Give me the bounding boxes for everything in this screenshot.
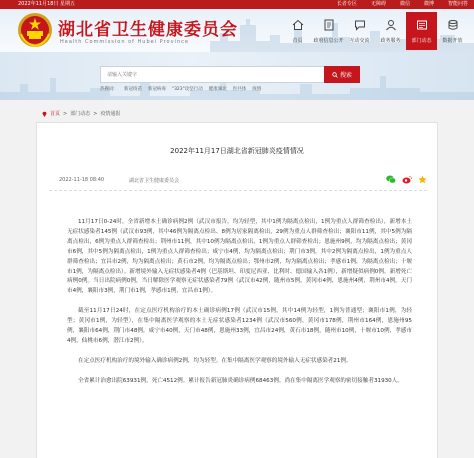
nav-dept-news[interactable] — [406, 12, 437, 50]
nav-label: 数据开放 — [442, 38, 463, 44]
article-body — [67, 218, 412, 397]
nav-open-data[interactable] — [437, 12, 468, 50]
hot-search-term[interactable]: 医共体 — [232, 87, 247, 92]
hot-search-term[interactable]: 健康湖北 — [208, 87, 227, 92]
national-emblem-icon — [17, 12, 53, 48]
nav-interaction[interactable] — [344, 12, 375, 50]
nav-service[interactable] — [375, 12, 406, 50]
site-subtitle: Health Commission of Hubei Province — [60, 39, 189, 45]
chat-icon — [354, 19, 366, 31]
publish-time: 2022-11-18 08:40 — [59, 177, 105, 183]
nav-label: 部门动态 — [411, 38, 432, 44]
hot-search-term[interactable]: 新冠病毒 — [148, 87, 166, 92]
smart-qa-link[interactable]: 智能问答 — [447, 1, 468, 7]
article-paragraph: 11月17日0-24时，全省新增本土确诊病例2例（武汉市报告，均为轻型，其中1例为隔离点检出，1例为重点人群筛查检出），新增本土无症状感染者145例（武汉市93例，其中46例为隔离点检出、8例为居家隔离检出，29例为重点人群筛查检出；襄阳市11例，其中5例为隔离点检出，6例为重点人群筛查检出；荆州市11例，其中10例为隔离点检出，1例为重点人群筛查检出；恩施州9例，均为隔离点检出；黄冈市6例，其中5例为隔离点检出，1例为重点人群筛查检出；咸宁市4例，均为隔离点检出；荆门市3例，其中2例为隔离点检出，1例为重点人群筛查检出；宜昌市2例，均为隔离点检出；黄石市2例，均为隔离点检出；鄂州市2例，均为隔离点检出；孝感市1例，为隔离点检出；十堰市1例，为隔离点检出）。新增境外输入无症状感染者4例（巴基斯坦、印度尼西亚、比利时、德国输入各1例），新增疑似病例0例。新增死亡病例0例。当日出院病例0例，当日解除医学观察无症状感染者79例（武汉市42例，随州市5例，黄冈市4例，恩施州4例，荆州市4例，天门市4例，襄阳市3例，荆门市1例，孝感市1例，宜昌市1例）。 — [67, 219, 412, 295]
elder-zone-link[interactable]: 长者专区 — [336, 1, 357, 7]
search-button-label: 搜索 — [339, 72, 352, 79]
search-button[interactable] — [324, 66, 360, 83]
breadcrumb-separator: > — [63, 110, 68, 117]
accessibility-link[interactable]: 无障碍 — [370, 1, 386, 7]
breadcrumb-dept-news[interactable]: 部门动态 — [70, 111, 91, 117]
location-icon — [42, 111, 47, 117]
breadcrumb-epidemic[interactable]: 疫情通报 — [100, 111, 121, 117]
nav-label: 首页 — [292, 38, 303, 44]
nav-label: 互动交流 — [349, 38, 370, 44]
hot-search-label: 热搜词： — [100, 87, 118, 92]
home-icon — [292, 19, 304, 31]
site-title[interactable]: 湖北省卫生健康委员会 — [58, 20, 238, 40]
document-icon — [323, 19, 335, 31]
breadcrumb-separator: > — [93, 110, 98, 117]
hot-search-term[interactable]: "323"攻坚行动 — [172, 87, 203, 92]
top-links — [337, 0, 468, 9]
article-meta — [49, 177, 427, 187]
search-box — [100, 66, 360, 83]
search-icon — [332, 72, 338, 78]
article-paragraph: 在定点医疗机构治疗的境外输入确诊病例2例，均为轻型。在集中隔离医学观察的境外输入无症状感染者21例。 — [78, 357, 352, 364]
hot-search-terms — [100, 86, 261, 92]
site-header — [0, 9, 474, 52]
hot-search-term[interactable]: 新冠疫苗 — [124, 87, 142, 92]
search-input[interactable] — [101, 67, 321, 82]
weibo-icon[interactable] — [402, 175, 412, 184]
wechat-link[interactable]: 微信 — [399, 1, 410, 7]
hot-search-term[interactable]: 疫情 — [252, 87, 262, 92]
meta-divider — [49, 190, 427, 191]
nav-gov-info[interactable] — [313, 12, 344, 50]
current-date: 2022年11月18日 星期五 — [18, 1, 76, 7]
data-icon — [447, 19, 459, 31]
article-paragraph: 全省累计治愈出院63931例，死亡4512例。累计报告新冠肺炎确诊病例68463例。尚在集中隔离医学观察的密切接触者31930人。 — [78, 377, 403, 384]
share-bar — [386, 175, 427, 184]
qzone-icon[interactable] — [418, 175, 427, 184]
wechat-icon[interactable] — [386, 175, 396, 184]
breadcrumb-home[interactable]: 首页 — [50, 111, 61, 117]
top-bar — [0, 0, 474, 9]
nav-label: 政府信息公开 — [313, 38, 344, 44]
article-title: 2022年11月17日湖北省新冠肺炎疫情情况 — [170, 147, 304, 155]
breadcrumb — [42, 110, 120, 117]
nav-home[interactable] — [282, 12, 313, 50]
news-icon — [416, 19, 428, 31]
search-banner — [0, 52, 474, 100]
article-paragraph: 截至11月17日24时，在定点医疗机构治疗的本土确诊病例17例（武汉市15例，其中14例为轻型，1例为普通型；襄阳市1例，为轻型；黄冈市1例，为轻型），在集中隔离医学观察的本土无症状感染者1234例（武汉市560例，黄冈市178例，荆州市164例，恩施州95例，襄阳市64例，荆门市48例，咸宁市40例，天门市48例，恩施州33例，宜昌市24例，黄石市18例，随州市10例，十堰市10例，孝感市4例，仙桃市6例，潜江市2例）。 — [67, 308, 412, 344]
article-panel — [36, 122, 438, 458]
weibo-link[interactable]: 微博 — [423, 1, 434, 7]
article-source: 湖北省卫生健康委员会 — [129, 178, 180, 184]
nav-label: 政务服务 — [380, 38, 401, 44]
service-icon — [385, 19, 397, 31]
main-nav — [282, 12, 468, 50]
